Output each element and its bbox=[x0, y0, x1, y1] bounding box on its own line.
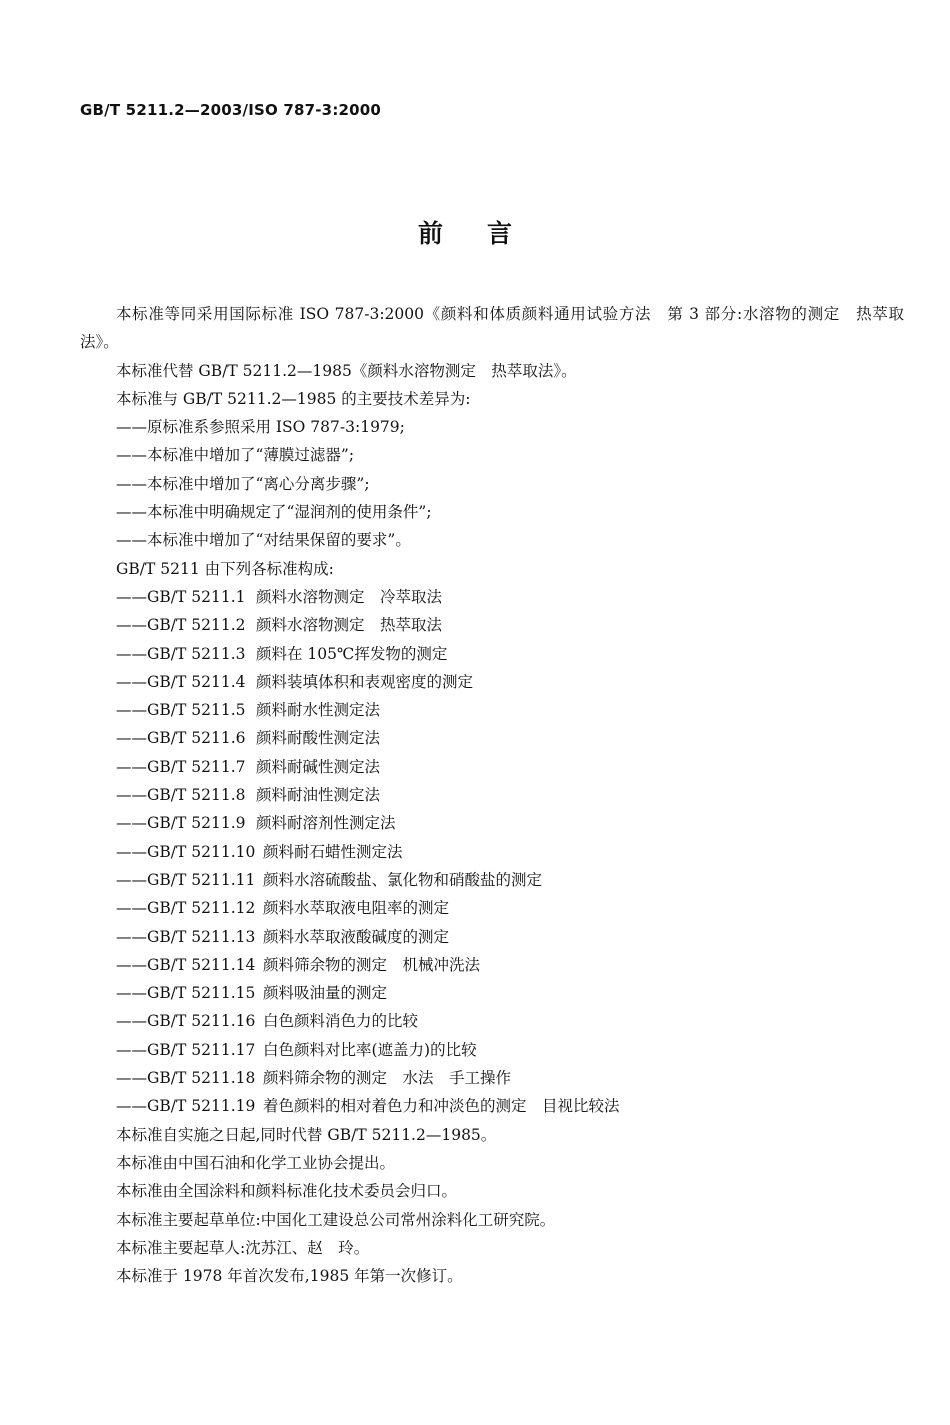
series-title: 颜料装填体积和表观密度的测定 bbox=[256, 672, 474, 691]
differences-intro: 本标准与 GB/T 5211.2—1985 的主要技术差异为: bbox=[116, 389, 471, 408]
list-item bbox=[80, 951, 904, 979]
list-item: ——本标准中增加了“薄膜过滤器”; bbox=[116, 446, 355, 465]
list-item bbox=[80, 838, 904, 866]
series-code: ——GB/T 5211.9 bbox=[116, 814, 246, 833]
series-code: ——GB/T 5211.14 bbox=[116, 955, 256, 974]
series-code: ——GB/T 5211.4 bbox=[116, 672, 246, 691]
series-code: ——GB/T 5211.13 bbox=[116, 927, 256, 946]
series-title: 颜料水溶物测定 热萃取法 bbox=[256, 616, 443, 635]
list-item bbox=[80, 753, 904, 781]
list-item bbox=[80, 894, 904, 922]
list-item bbox=[80, 866, 904, 894]
list-item: ——本标准中明确规定了“湿润剂的使用条件”; bbox=[116, 503, 432, 522]
list-item: ——本标准中增加了“对结果保留的要求”。 bbox=[116, 531, 411, 550]
series-code: ——GB/T 5211.19 bbox=[116, 1097, 256, 1116]
series-title: 颜料耐石蜡性测定法 bbox=[263, 842, 403, 861]
list-item bbox=[80, 923, 904, 951]
series-code: ——GB/T 5211.11 bbox=[116, 870, 256, 889]
list-item bbox=[80, 1064, 904, 1092]
series-code: ——GB/T 5211.18 bbox=[116, 1069, 256, 1088]
series-title: 颜料耐油性测定法 bbox=[256, 786, 381, 805]
series-title: 颜料在 105℃挥发物的测定 bbox=[256, 644, 448, 663]
series-title: 颜料吸油量的测定 bbox=[263, 984, 388, 1003]
series-code: ——GB/T 5211.12 bbox=[116, 899, 256, 918]
list-item bbox=[80, 1007, 904, 1035]
series-title: 白色颜料对比率(遮盖力)的比较 bbox=[263, 1040, 477, 1059]
proposer-statement: 本标准由中国石油和化学工业协会提出。 bbox=[116, 1153, 396, 1172]
series-title: 颜料水萃取液电阻率的测定 bbox=[263, 899, 450, 918]
series-title: 颜料水萃取液酸碱度的测定 bbox=[263, 927, 450, 946]
list-item bbox=[80, 611, 904, 639]
list-item bbox=[80, 809, 904, 837]
series-code: ——GB/T 5211.2 bbox=[116, 616, 246, 635]
drafters-statement: 本标准主要起草人:沈苏江、赵 玲。 bbox=[116, 1238, 370, 1257]
list-item bbox=[80, 668, 904, 696]
effective-date-statement: 本标准自实施之日起,同时代替 GB/T 5211.2—1985。 bbox=[116, 1125, 497, 1144]
adoption-paragraph: 本标准等同采用国际标准 ISO 787-3:2000《颜料和体质颜料通用试验方法 第 3 部分:水溶物的测定 热萃取法》。 bbox=[80, 305, 904, 352]
list-item bbox=[80, 979, 904, 1007]
drafting-unit-statement: 本标准主要起草单位:中国化工建设总公司常州涂料化工研究院。 bbox=[116, 1210, 556, 1229]
list-item: ——本标准中增加了“离心分离步骤”; bbox=[116, 474, 370, 493]
series-title: 颜料耐酸性测定法 bbox=[256, 729, 381, 748]
series-code: ——GB/T 5211.16 bbox=[116, 1012, 256, 1031]
list-item bbox=[80, 583, 904, 611]
series-code: ——GB/T 5211.15 bbox=[116, 984, 256, 1003]
series-title: 白色颜料消色力的比较 bbox=[263, 1012, 419, 1031]
list-item bbox=[80, 1036, 904, 1064]
committee-statement: 本标准由全国涂料和颜料标准化技术委员会归口。 bbox=[116, 1182, 458, 1201]
series-code: ——GB/T 5211.17 bbox=[116, 1040, 256, 1059]
series-list bbox=[80, 583, 904, 1121]
foreword-body bbox=[80, 300, 904, 1290]
series-code: ——GB/T 5211.3 bbox=[116, 644, 246, 663]
series-title: 颜料水溶物测定 冷萃取法 bbox=[256, 587, 443, 606]
history-statement: 本标准于 1978 年首次发布,1985 年第一次修订。 bbox=[116, 1267, 463, 1286]
series-title: 颜料筛余物的测定 水法 手工操作 bbox=[263, 1069, 512, 1088]
replacement-paragraph: 本标准代替 GB/T 5211.2—1985《颜料水溶物测定 热萃取法》。 bbox=[116, 361, 577, 380]
series-code: ——GB/T 5211.6 bbox=[116, 729, 246, 748]
series-title: 着色颜料的相对着色力和冲淡色的测定 目视比较法 bbox=[263, 1097, 620, 1116]
list-item bbox=[80, 1092, 904, 1120]
standard-code-header: GB/T 5211.2—2003/ISO 787-3:2000 bbox=[80, 101, 382, 119]
list-item bbox=[80, 781, 904, 809]
list-item bbox=[80, 640, 904, 668]
series-title: 颜料耐溶剂性测定法 bbox=[256, 814, 396, 833]
list-item: ——原标准系参照采用 ISO 787-3:1979; bbox=[116, 418, 405, 437]
series-code: ——GB/T 5211.10 bbox=[116, 842, 256, 861]
series-code: ——GB/T 5211.7 bbox=[116, 757, 246, 776]
series-code: ——GB/T 5211.5 bbox=[116, 701, 246, 720]
page-title: 前言 bbox=[417, 219, 556, 248]
list-item bbox=[80, 696, 904, 724]
series-title: 颜料水溶硫酸盐、氯化物和硝酸盐的测定 bbox=[263, 870, 543, 889]
series-title: 颜料筛余物的测定 机械冲洗法 bbox=[263, 955, 481, 974]
differences-list bbox=[80, 413, 904, 554]
list-item bbox=[80, 724, 904, 752]
series-intro: GB/T 5211 由下列各标准构成: bbox=[116, 559, 334, 578]
series-code: ——GB/T 5211.8 bbox=[116, 786, 246, 805]
series-title: 颜料耐水性测定法 bbox=[256, 701, 381, 720]
series-code: ——GB/T 5211.1 bbox=[116, 587, 246, 606]
series-title: 颜料耐碱性测定法 bbox=[256, 757, 381, 776]
